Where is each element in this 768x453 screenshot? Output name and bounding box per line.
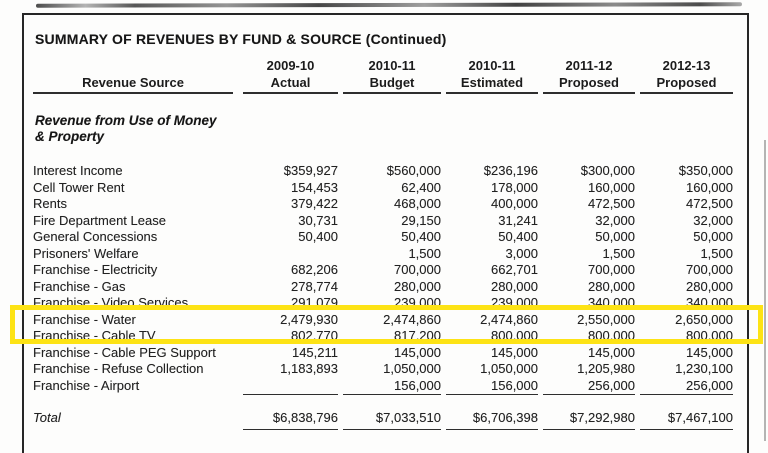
total-value-actual: $6,838,796 [243,409,338,430]
column-header-2010-11-estimated [446,57,538,94]
row-label: Franchise - Cable TV [33,328,156,343]
row-value-actual: 278,774 [291,278,338,294]
column-year: 2010-11 [468,58,516,73]
row-value-proposed-2: 340,000 [686,295,733,310]
row-value-budget: 156,000 [343,378,441,396]
row-label: Franchise - Gas [33,278,126,294]
row-value-estimated: 31,241 [498,212,538,228]
row-value-proposed-1: $300,000 [580,163,635,178]
row-label: Rents [33,196,67,211]
total-value-proposed-1: $7,292,980 [543,409,635,430]
row-value-actual: 30,731 [298,212,338,228]
total-row [33,409,737,430]
table-row [33,246,737,263]
table-body [33,163,737,395]
row-value-budget: $560,000 [386,163,441,178]
row-value-estimated: 239,000 [491,295,538,310]
row-value-estimated: 800,000 [491,328,538,343]
row-value-estimated: 280,000 [491,278,538,294]
row-value-budget: 29,150 [401,212,441,228]
row-value-proposed-1: 50,000 [595,229,635,244]
row-value-budget: 468,000 [394,196,441,211]
row-value-proposed-2: 145,000 [686,344,733,360]
section-heading-line1: Revenue from Use of Money [35,113,217,128]
row-value-estimated: 400,000 [491,196,538,211]
row-value-proposed-1: 1,205,980 [577,361,635,376]
table-row [33,361,737,378]
row-value-proposed-1: 2,550,000 [577,311,635,327]
section-heading [35,113,217,145]
column-header-label: Revenue Source [82,75,184,90]
table-row [33,295,737,312]
column-kind: Proposed [559,75,619,90]
row-label: Fire Department Lease [33,212,166,228]
row-value-actual: 2,479,930 [280,311,338,327]
row-value-actual: 145,211 [291,344,338,360]
row-value-proposed-2: 32,000 [693,212,733,228]
row-value-proposed-1: 340,000 [588,295,635,310]
row-value-proposed-2: 50,000 [693,229,733,244]
row-value-budget: 700,000 [394,262,441,277]
row-value-budget: 2,474,860 [383,311,441,327]
row-value-proposed-1: 256,000 [543,378,635,396]
row-value-actual: 379,422 [291,196,338,211]
row-value-proposed-2: 700,000 [686,262,733,277]
column-header-2010-11-budget [343,57,441,94]
total-value-proposed-2: $7,467,100 [640,409,733,430]
row-label: Franchise - Video Services [33,295,189,310]
row-value-actual: 1,183,893 [280,361,338,376]
row-label: Cell Tower Rent [33,179,125,195]
row-value-estimated: 1,050,000 [480,361,538,376]
row-value-proposed-1: 800,000 [588,328,635,343]
column-kind: Actual [270,75,311,90]
total-label: Total [33,410,61,425]
row-value-estimated: 156,000 [446,378,538,396]
table-row [33,262,737,279]
column-kind: Estimated [460,75,524,90]
table-row [33,279,737,296]
table-row [33,328,737,345]
row-label: Prisoners' Welfare [33,245,139,261]
row-value-proposed-2: 160,000 [686,179,733,195]
row-value-proposed-1: 160,000 [588,179,635,195]
row-value-actual: 291,079 [291,295,338,310]
row-value-proposed-2: $350,000 [678,163,733,178]
table-row [33,163,737,180]
column-year: 2012-13 [662,58,711,73]
row-value-proposed-2: 1,230,100 [675,361,733,376]
row-label: Franchise - Cable PEG Support [33,344,216,360]
row-value-budget: 1,050,000 [383,361,441,376]
row-value-proposed-1: 280,000 [588,278,635,294]
row-value-actual [243,378,338,396]
row-label: Franchise - Refuse Collection [33,361,204,376]
row-value-estimated: 3,000 [505,245,538,261]
scan-artifact-top-smudge [36,2,742,7]
row-value-budget: 280,000 [394,278,441,294]
row-value-estimated: 50,400 [498,229,538,244]
row-value-proposed-2: 800,000 [686,328,733,343]
row-value-actual: 802,770 [291,328,338,343]
column-header-2011-12-proposed [543,57,635,94]
row-value-proposed-2: 256,000 [640,378,733,396]
row-label: Interest Income [33,163,123,178]
total-value-estimated: $6,706,398 [446,409,538,430]
column-year: 2011-12 [565,58,613,73]
table-header-row [33,57,737,94]
row-label: Franchise - Water [33,311,136,327]
row-label: Franchise - Airport [33,377,140,393]
row-value-estimated: 2,474,860 [480,311,538,327]
column-header-2012-13-proposed [640,57,733,94]
section-heading-line2: & Property [35,129,105,144]
row-value-budget: 817,200 [394,328,441,343]
column-kind: Proposed [656,75,717,90]
row-value-estimated: 178,000 [491,179,538,195]
column-year: 2010-11 [368,58,416,73]
column-header-2009-10-actual [243,57,338,94]
row-label: Franchise - Electricity [33,262,158,277]
row-value-budget: 145,000 [394,344,441,360]
table-row [33,229,737,246]
table-row [33,378,737,396]
row-value-actual: 682,206 [291,262,338,277]
column-header-revenue-source [33,57,233,94]
row-value-proposed-2: 472,500 [686,196,733,211]
row-value-estimated: 662,701 [491,262,538,277]
row-value-proposed-2: 280,000 [686,278,733,294]
column-kind: Budget [369,75,415,90]
scan-artifact-page-edge [764,140,766,441]
page-title: SUMMARY OF REVENUES BY FUND & SOURCE (Continued) [35,31,447,47]
row-value-budget: 50,400 [401,229,441,244]
column-year: 2009-10 [266,58,315,73]
row-value-proposed-1: 472,500 [588,196,635,211]
row-value-actual: $359,927 [283,163,338,178]
table-row [33,312,737,329]
row-value-actual [243,246,338,263]
row-value-estimated: $236,196 [483,163,538,178]
row-value-budget: 1,500 [408,245,441,261]
table-row [33,180,737,197]
row-value-proposed-1: 145,000 [588,344,635,360]
total-value-budget: $7,033,510 [343,409,441,430]
row-value-estimated: 145,000 [491,344,538,360]
row-value-budget: 239,000 [394,295,441,310]
row-label: General Concessions [33,229,158,244]
row-value-actual: 50,400 [298,229,338,244]
table-row [33,196,737,213]
row-value-proposed-1: 1,500 [602,245,635,261]
table-row [33,213,737,230]
row-value-proposed-1: 700,000 [588,262,635,277]
row-value-proposed-2: 1,500 [700,245,733,261]
row-value-budget: 62,400 [401,179,441,195]
row-value-proposed-1: 32,000 [595,212,635,228]
table-row [33,345,737,362]
row-value-actual: 154,453 [291,179,338,195]
row-value-proposed-2: 2,650,000 [675,311,733,327]
